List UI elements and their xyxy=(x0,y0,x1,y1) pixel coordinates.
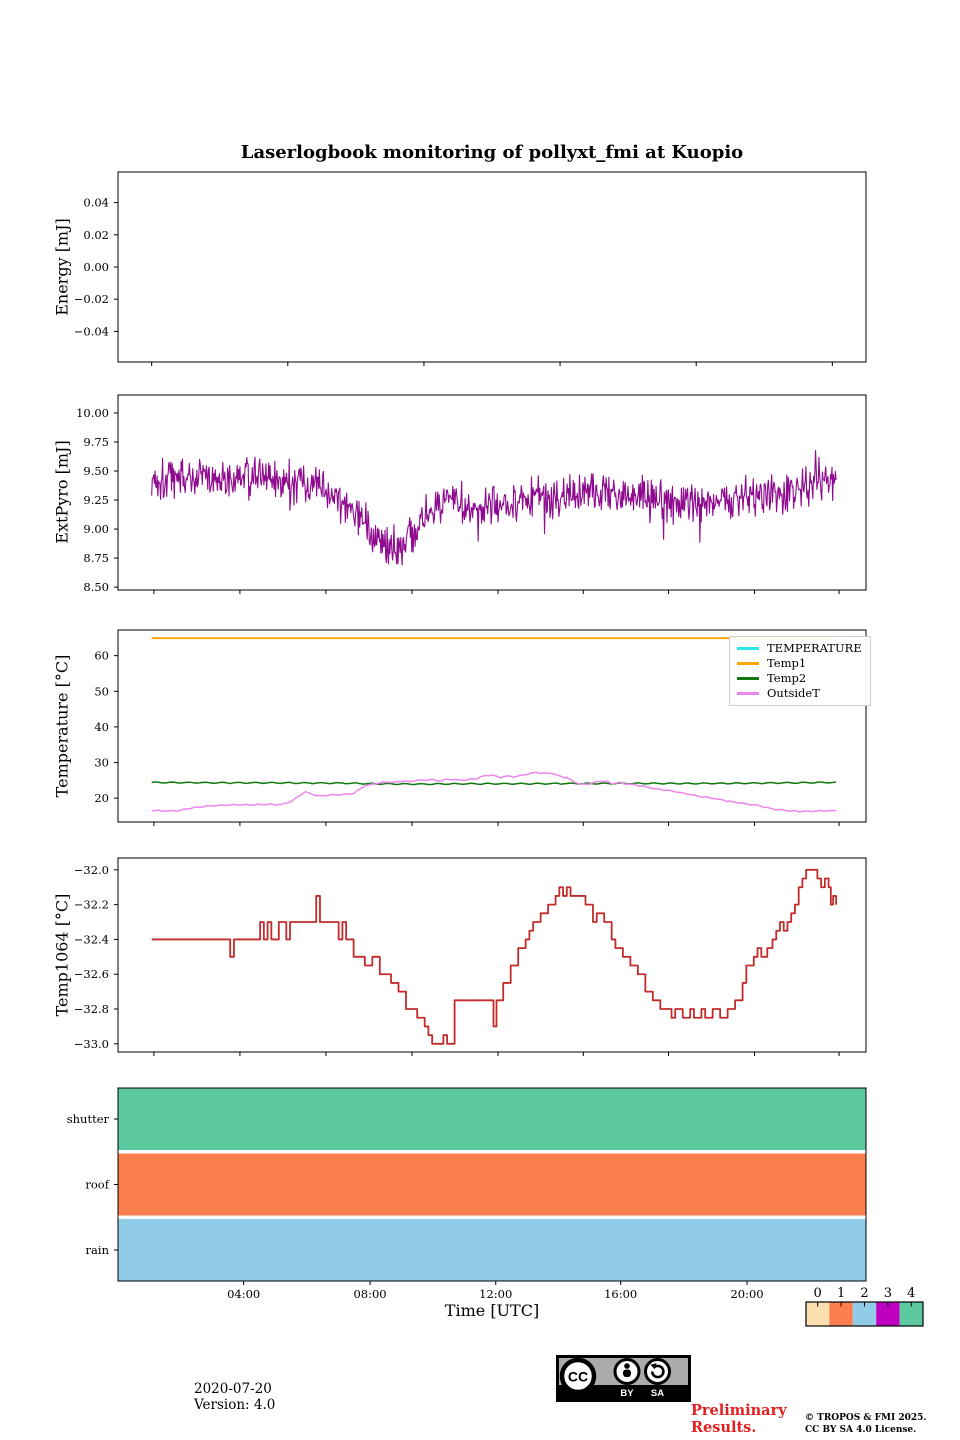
y-tick-label: 0.04 xyxy=(83,195,109,210)
colorbar-tick-label: 2 xyxy=(860,1286,869,1301)
version-text: Version: 4.0 xyxy=(194,1397,276,1413)
status-chart xyxy=(66,1088,869,1301)
x-tick-label: 20:00 xyxy=(730,1287,764,1301)
status-bar-shutter xyxy=(118,1088,866,1150)
temperature-legend xyxy=(729,636,871,706)
status-category-label: roof xyxy=(85,1177,109,1192)
preliminary-results-note: Preliminary Results. xyxy=(691,1402,787,1436)
sa-label: SA xyxy=(650,1388,665,1399)
colorbar-tick-label: 3 xyxy=(883,1286,893,1301)
y-tick-label: −33.0 xyxy=(73,1036,109,1051)
y-tick-label: −32.8 xyxy=(73,1002,109,1017)
y-tick-label: 9.50 xyxy=(83,464,109,479)
cc-by-sa-badge xyxy=(556,1355,691,1402)
y-tick-label: 30 xyxy=(94,755,109,770)
x-tick-label: 04:00 xyxy=(227,1287,261,1301)
energy-chart xyxy=(74,172,866,366)
x-axis-label: Time [UTC] xyxy=(444,1301,540,1320)
legend-item-temperature xyxy=(737,641,862,656)
sa-arrow-icon xyxy=(646,1360,670,1384)
y-tick-label: −0.02 xyxy=(73,292,109,307)
colorbar-tick-label: 1 xyxy=(836,1286,846,1301)
x-tick-label: 12:00 xyxy=(479,1287,513,1301)
by-person-icon xyxy=(615,1360,639,1384)
y-tick-label: 50 xyxy=(94,684,109,699)
legend-item-temp1 xyxy=(737,656,862,671)
y-tick-label: 0.00 xyxy=(83,260,109,274)
status-category-label: shutter xyxy=(66,1112,109,1126)
y-tick-label: −32.0 xyxy=(73,862,109,877)
legend-label: TEMPERATURE xyxy=(767,641,862,655)
y-tick-label: 0.02 xyxy=(83,227,109,242)
y-tick-label: −32.2 xyxy=(73,897,109,912)
by-label: BY xyxy=(620,1388,634,1399)
energy-plot-frame xyxy=(118,172,866,362)
page-title: Laserlogbook monitoring of pollyxt_fmi at Kuopio xyxy=(240,142,744,163)
y-tick-label: −0.04 xyxy=(73,324,109,339)
y-tick-label: 40 xyxy=(94,719,109,734)
y-tick-label: 9.75 xyxy=(83,435,109,450)
legend-item-temp2 xyxy=(737,671,862,686)
legend-swatch xyxy=(737,692,759,694)
legend-swatch xyxy=(737,647,759,649)
legend-label: Temp2 xyxy=(767,671,807,685)
legend-swatch xyxy=(737,662,759,664)
date-version-block xyxy=(194,1381,275,1413)
y-tick-label: 20 xyxy=(94,791,109,806)
legend-label: Temp1 xyxy=(767,656,807,670)
legend-label: OutsideT xyxy=(767,686,820,700)
series-temp1064 xyxy=(152,870,836,1044)
temp1064-chart xyxy=(74,858,866,1056)
svg-text:CC: CC xyxy=(567,1368,589,1385)
y-tick-label: −32.4 xyxy=(73,932,109,947)
series-extpyro xyxy=(152,451,836,565)
x-tick-label: 08:00 xyxy=(353,1287,387,1301)
y-tick-label: 8.50 xyxy=(83,580,109,595)
temp1064-ylabel: Temp1064 [°C] xyxy=(52,893,72,1017)
y-tick-label: 60 xyxy=(94,648,109,663)
y-tick-label: −32.6 xyxy=(73,967,109,982)
cc-icon xyxy=(562,1360,594,1392)
colorbar-tick-label: 4 xyxy=(907,1286,916,1301)
y-tick-label: 9.25 xyxy=(83,493,109,508)
series-temp2 xyxy=(152,782,836,785)
extpyro-ylabel: ExtPyro [mJ] xyxy=(52,440,72,544)
temperature-ylabel: Temperature [°C] xyxy=(52,654,72,798)
y-tick-label: 8.75 xyxy=(83,551,109,566)
legend-item-outsidet xyxy=(737,686,862,701)
colorbar-tick-label: 0 xyxy=(813,1286,822,1301)
status-category-label: rain xyxy=(85,1243,109,1257)
status-bar-rain xyxy=(118,1219,866,1281)
copyright-note: © TROPOS & FMI 2025. CC BY SA 4.0 License. xyxy=(805,1413,927,1435)
y-tick-label: 10.00 xyxy=(76,405,109,420)
x-tick-label: 16:00 xyxy=(604,1287,638,1301)
legend-swatch xyxy=(737,677,759,679)
extpyro-chart xyxy=(76,395,866,594)
date-text: 2020-07-20 xyxy=(194,1381,272,1397)
y-tick-label: 9.00 xyxy=(83,522,109,537)
series-outsidet xyxy=(152,772,836,812)
energy-ylabel: Energy [mJ] xyxy=(52,218,72,316)
status-bar-roof xyxy=(118,1154,866,1216)
